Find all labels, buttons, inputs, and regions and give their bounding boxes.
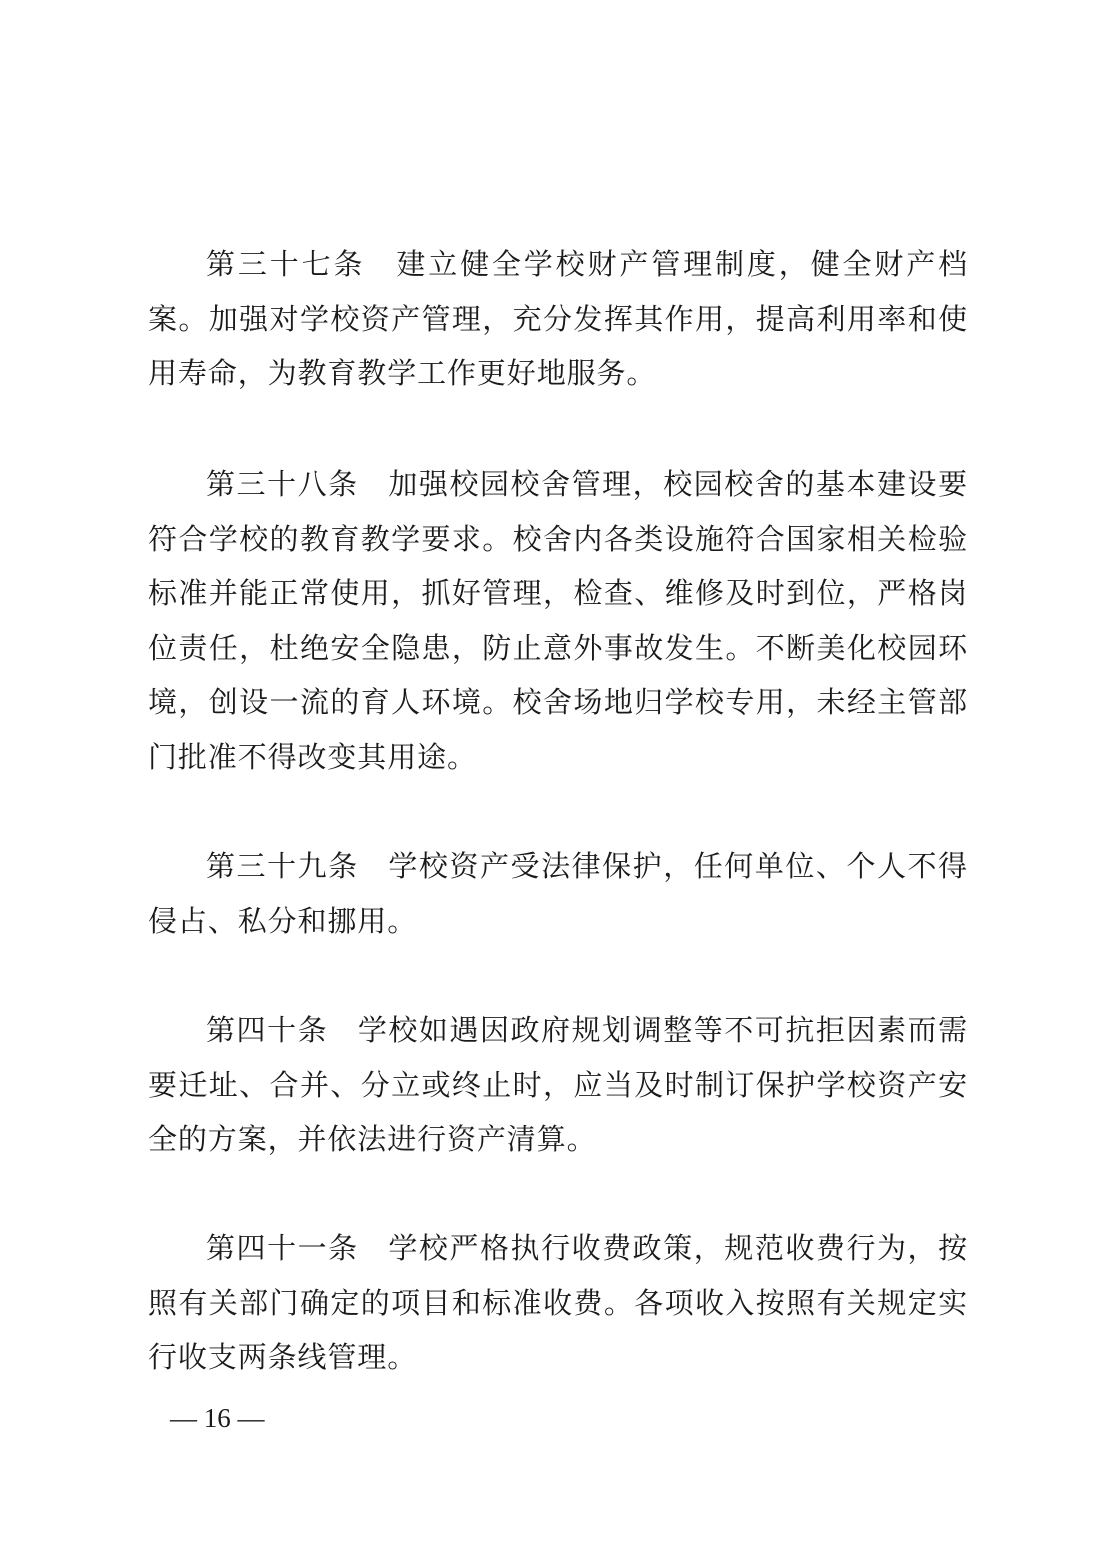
article-40 — [148, 1003, 968, 1167]
article-text: 学校严格执行收费政策，规范收费行为，按照有关部门确定的项目和标准收费。各项收入按照有关规定实行收支两条线管理。 — [148, 1231, 968, 1374]
page-number: — 16 — — [170, 1403, 265, 1433]
article-number: 第三十七条 — [206, 247, 366, 281]
article-37 — [148, 237, 968, 401]
article-number: 第四十一条 — [206, 1231, 359, 1265]
article-text: 加强校园校舍管理，校园校舍的基本建设要符合学校的教育教学要求。校舍内各类设施符合国家相关检验标准并能正常使用，抓好管理，检查、维修及时到位，严格岗位责任，杜绝安全隐患，防止意外事故发生。不断美化校园环境，创设一流的育人环境。校舍场地归学校专用，未经主管部门批准不得改变其用途。 — [148, 467, 968, 774]
article-number: 第三十八条 — [206, 467, 359, 501]
article-text: 学校如遇因政府规划调整等不可抗拒因素而需要迁址、合并、分立或终止时，应当及时制订保护学校资产安全的方案，并依法进行资产清算。 — [148, 1013, 968, 1156]
article-38 — [148, 457, 968, 784]
article-text: 学校资产受法律保护，任何单位、个人不得侵占、私分和挪用。 — [148, 849, 968, 938]
article-39 — [148, 839, 968, 948]
article-text: 建立健全学校财产管理制度，健全财产档案。加强对学校资产管理，充分发挥其作用，提高利用率和使用寿命，为教育教学工作更好地服务。 — [148, 247, 968, 390]
article-41 — [148, 1221, 968, 1385]
article-number: 第三十九条 — [206, 849, 359, 883]
article-number: 第四十条 — [206, 1013, 329, 1047]
